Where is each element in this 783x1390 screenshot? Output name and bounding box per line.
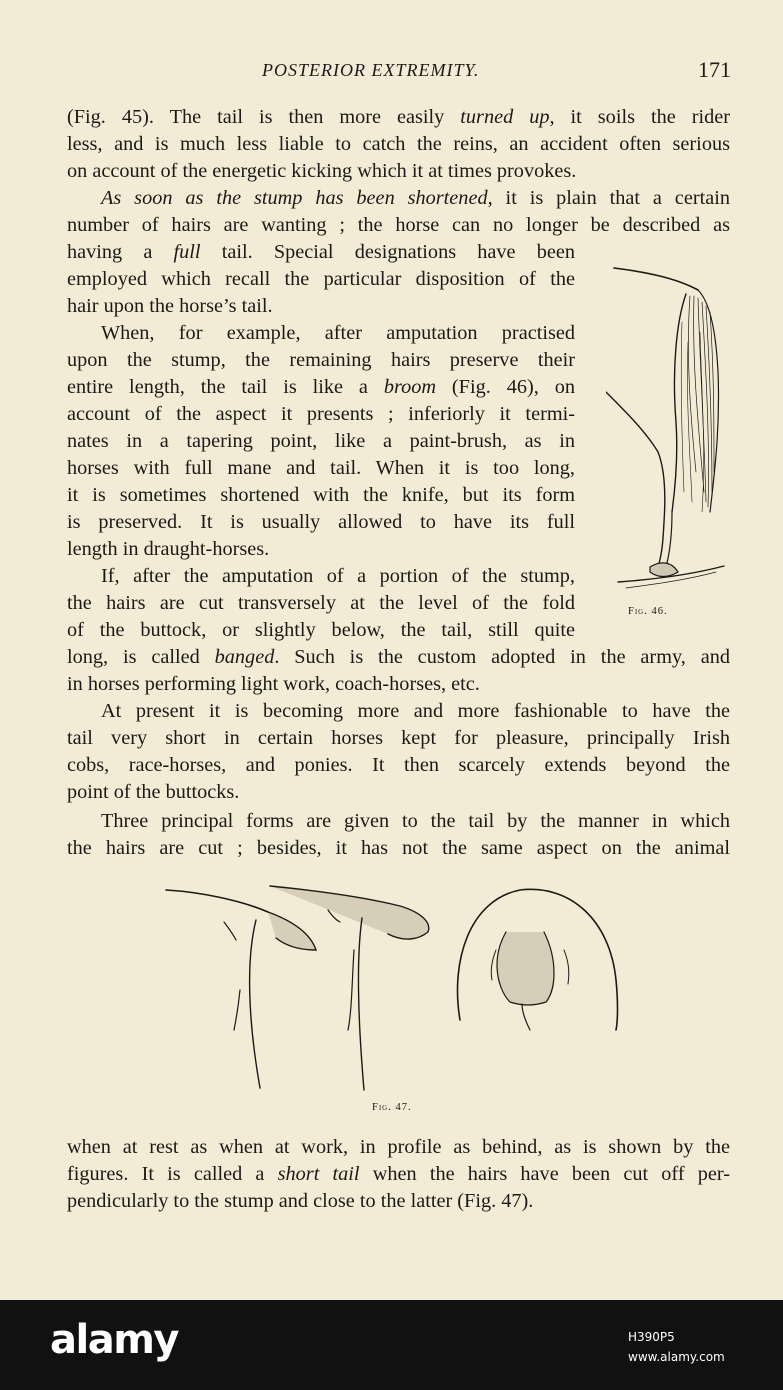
text-line bbox=[67, 725, 730, 752]
italic-text: banged bbox=[214, 646, 275, 668]
text-segment: When, for example, after amputation practised bbox=[101, 322, 575, 344]
text-segment: . Such is the custom adopted in the army, and bbox=[274, 646, 730, 668]
text-segment: less, and is much less liable to catch the reins, an accident often serious bbox=[67, 133, 730, 155]
text-line bbox=[67, 401, 575, 428]
site-url: www.alamy.com bbox=[628, 1350, 725, 1364]
text-segment: when at rest as when at work, in profile as behind, as is shown by the bbox=[67, 1136, 730, 1158]
text-segment: upon the stump, the remaining hairs preserve their bbox=[67, 349, 575, 371]
text-segment: tail. Special designations have been bbox=[200, 241, 575, 263]
image-id: H390P5 bbox=[628, 1330, 675, 1344]
text-line bbox=[101, 808, 730, 835]
italic-text: As soon as the stump has been shortened bbox=[101, 187, 488, 209]
text-segment: pendicularly to the stump and close to the latter (Fig. 47). bbox=[67, 1190, 534, 1212]
text-segment: figures. It is called a bbox=[67, 1163, 278, 1185]
text-segment: is preserved. It is usually allowed to have its full bbox=[67, 511, 575, 533]
text-segment: (Fig. 45). The tail is then more easily bbox=[67, 106, 461, 128]
text-segment: point of the buttocks. bbox=[67, 781, 240, 803]
text-line bbox=[67, 644, 730, 671]
italic-text: full bbox=[173, 241, 201, 263]
text-segment: hair upon the horse’s tail. bbox=[67, 295, 273, 317]
text-segment: the hairs are cut ; besides, it has not the same aspect on the animal bbox=[67, 837, 730, 859]
italic-text: broom bbox=[383, 376, 437, 398]
page-header bbox=[0, 57, 783, 88]
watermark-bar bbox=[0, 1300, 783, 1390]
text-line bbox=[101, 698, 730, 725]
text-line bbox=[67, 835, 730, 862]
text-line bbox=[67, 1188, 533, 1215]
text-line bbox=[67, 239, 575, 266]
text-segment: when the hairs have been cut off per- bbox=[359, 1163, 730, 1185]
text-segment: tail very short in certain horses kept for pleasure, principally Irish bbox=[67, 727, 730, 749]
alamy-logo: alamy bbox=[50, 1317, 178, 1363]
text-line bbox=[67, 617, 575, 644]
text-segment: (Fig. 46), on bbox=[436, 376, 575, 398]
text-segment: account of the aspect it presents ; inferiorly it termi- bbox=[67, 403, 575, 425]
text-segment: the hairs are cut transversely at the level of the fold bbox=[67, 592, 575, 614]
text-line bbox=[67, 131, 730, 158]
text-segment: long, is called bbox=[67, 646, 215, 668]
text-line bbox=[67, 1134, 730, 1161]
text-segment: horses with full mane and tail. When it is too long, bbox=[67, 457, 575, 479]
text-line bbox=[67, 536, 269, 563]
text-segment: of the buttock, or slightly below, the tail, still quite bbox=[67, 619, 575, 641]
text-line bbox=[67, 779, 239, 806]
text-segment: having a bbox=[67, 241, 174, 263]
text-segment: entire length, the tail is like a bbox=[67, 376, 384, 398]
fig-46-caption: Fig. 46. bbox=[628, 606, 668, 617]
text-line bbox=[67, 347, 575, 374]
text-segment: cobs, race-horses, and ponies. It then scarcely extends beyond the bbox=[67, 754, 730, 776]
text-segment: Three principal forms are given to the tail by the manner in which bbox=[101, 810, 730, 832]
text-line bbox=[67, 293, 273, 320]
text-line bbox=[101, 320, 575, 347]
text-line bbox=[101, 563, 575, 590]
text-segment: employed which recall the particular disposition of the bbox=[67, 268, 575, 290]
text-line bbox=[67, 509, 575, 536]
text-line bbox=[67, 482, 575, 509]
text-line bbox=[67, 158, 576, 185]
text-segment: length in draught-horses. bbox=[67, 538, 270, 560]
page-number: 171 bbox=[698, 57, 731, 82]
text-segment: it is sometimes shortened with the knife, but its form bbox=[67, 484, 575, 506]
text-segment: If, after the amputation of a portion of the stump, bbox=[101, 565, 575, 587]
text-line bbox=[67, 104, 730, 131]
text-line bbox=[67, 590, 575, 617]
italic-text: short tail bbox=[277, 1163, 360, 1185]
text-segment: number of hairs are wanting ; the horse can no longer be described as bbox=[67, 214, 730, 236]
text-line bbox=[67, 428, 575, 455]
italic-text: turned up bbox=[460, 106, 550, 128]
running-head: POSTERIOR EXTREMITY. bbox=[262, 60, 480, 80]
text-segment: At present it is becoming more and more fashionable to have the bbox=[101, 700, 730, 722]
text-line bbox=[67, 455, 575, 482]
text-line bbox=[67, 671, 480, 698]
text-line bbox=[67, 1161, 730, 1188]
text-line bbox=[67, 266, 575, 293]
fig-47-illustration bbox=[160, 880, 630, 1100]
text-segment: , it soils the rider bbox=[549, 106, 730, 128]
fig-46-illustration bbox=[606, 262, 736, 592]
text-line bbox=[67, 212, 730, 239]
text-line bbox=[67, 374, 575, 401]
text-segment: nates in a tapering point, like a paint-brush, as in bbox=[67, 430, 575, 452]
fig-47-caption: Fig. 47. bbox=[372, 1102, 412, 1113]
text-line bbox=[67, 752, 730, 779]
text-line bbox=[101, 185, 730, 212]
text-segment: on account of the energetic kicking which it at times provokes. bbox=[67, 160, 577, 182]
text-segment: , it is plain that a certain bbox=[487, 187, 730, 209]
text-segment: in horses performing light work, coach-horses, etc. bbox=[67, 673, 480, 695]
